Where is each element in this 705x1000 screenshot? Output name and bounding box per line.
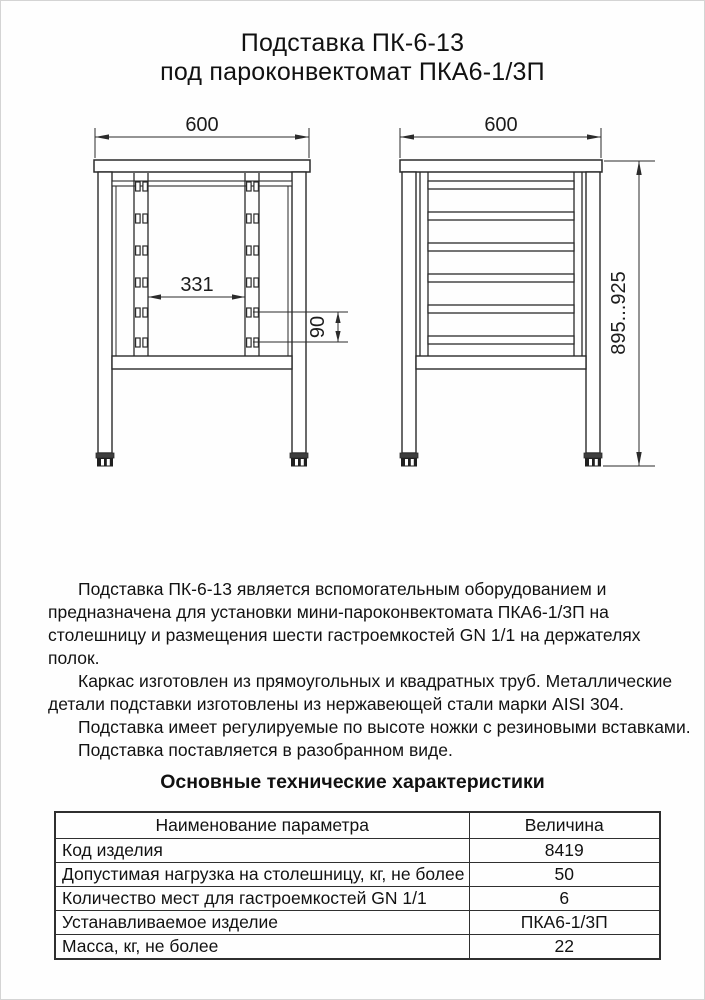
table-row: [55, 911, 660, 935]
side-height-dimension: [603, 161, 655, 466]
table-row: [55, 863, 660, 887]
side-height-label: 895...925: [608, 271, 630, 355]
side-bottom-crossbar: [416, 356, 586, 369]
description-text: [48, 578, 691, 762]
value-cell: 8419: [469, 839, 660, 863]
table-row: [55, 839, 660, 863]
column-header-parameter: Наименование параметра: [55, 812, 469, 839]
value-cell: 50: [469, 863, 660, 887]
page-title-line2: под пароконвектомат ПКА6-1/3П: [160, 58, 545, 86]
param-cell: Масса, кг, не более: [55, 935, 469, 960]
param-cell: Код изделия: [55, 839, 469, 863]
description-line: детали подставки изготовлены из нержавеющей стали марки AISI 304.: [48, 694, 625, 714]
description-line: Каркас изготовлен из прямоугольных и квадратных труб. Металлические: [78, 671, 673, 691]
front-width-label: 600: [185, 114, 219, 136]
description-line: Подставка имеет регулируемые по высоте ножки с резиновыми вставками.: [78, 717, 691, 737]
description-line: Подставка ПК-6-13 является вспомогательным оборудованием и: [78, 579, 607, 599]
side-left-leg: [402, 172, 416, 453]
param-cell: Допустимая нагрузка на столешницу, кг, не более: [55, 863, 469, 887]
table-row: [55, 935, 660, 960]
front-view: [94, 114, 348, 467]
side-shelf-bars: [428, 181, 574, 344]
front-left-foot: [96, 453, 114, 467]
front-inner-width-label: 331: [180, 274, 214, 296]
page-title-line1: Подставка ПК-6-13: [240, 29, 465, 57]
value-cell: 6: [469, 887, 660, 911]
front-inner-width-dimension: [148, 274, 245, 300]
side-tabletop: [400, 160, 602, 172]
front-right-foot: [290, 453, 308, 467]
description-line: полок.: [48, 648, 100, 668]
side-right-leg: [586, 172, 600, 453]
front-shelf-rails: [134, 173, 259, 356]
side-width-label: 600: [484, 114, 518, 136]
specs-heading: Основные технические характеристики: [160, 771, 545, 793]
description-line: столешницу и размещения шести гастроемкостей GN 1/1 на держателях: [48, 625, 641, 645]
param-cell: Устанавливаемое изделие: [55, 911, 469, 935]
column-header-value: Величина: [469, 812, 660, 839]
description-line: Подставка поставляется в разобранном виде.: [78, 740, 453, 760]
side-width-dimension: [400, 114, 601, 158]
technical-drawing: [1, 1, 705, 481]
front-bottom-crossbar: [112, 356, 292, 369]
table-header-row: [55, 812, 660, 839]
value-cell: ПКА6-1/3П: [469, 911, 660, 935]
side-shelf-rails: [420, 172, 582, 356]
front-shelf-pitch-label: 90: [307, 315, 329, 339]
front-left-leg: [98, 172, 112, 453]
front-width-dimension: [95, 114, 309, 158]
table-row: [55, 887, 660, 911]
specs-table: [54, 811, 661, 960]
front-shelf-holders: [136, 182, 259, 347]
side-view: [400, 114, 655, 467]
side-left-foot: [400, 453, 418, 467]
value-cell: 22: [469, 935, 660, 960]
description-line: предназначена для установки мини-пароконвектомата ПКА6-1/3П на: [48, 602, 609, 622]
param-cell: Количество мест для гастроемкостей GN 1/1: [55, 887, 469, 911]
front-tabletop: [94, 160, 310, 172]
side-right-foot: [584, 453, 602, 467]
